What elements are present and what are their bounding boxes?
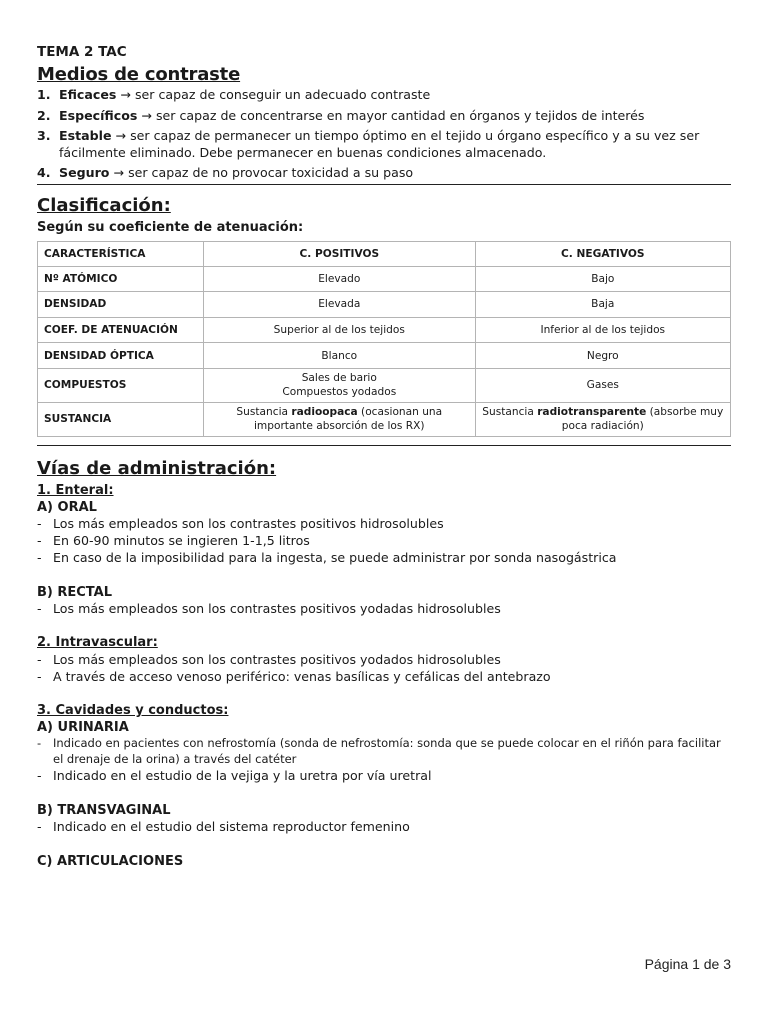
section-subtitle: Según su coeficiente de atenuación: bbox=[37, 219, 304, 235]
cell-bold-text: radiotransparente bbox=[537, 406, 647, 419]
table-cell: Baja bbox=[475, 292, 730, 318]
row-label: DENSIDAD bbox=[38, 292, 204, 318]
cell-bold-text: radioopaca bbox=[291, 406, 358, 419]
list-item bbox=[37, 87, 731, 104]
column-header: CARACTERÍSTICA bbox=[38, 241, 204, 266]
table-cell: Elevada bbox=[204, 292, 476, 318]
item-number: 3. bbox=[37, 128, 51, 143]
section-title-clasificacion: Clasificación: bbox=[37, 194, 171, 216]
item-number: 4. bbox=[37, 165, 51, 180]
subsection-title-cavidades: 3. Cavidades y conductos: bbox=[37, 702, 229, 718]
item-text: ser capaz de no provocar toxicidad a su paso bbox=[128, 165, 414, 180]
table-cell: Negro bbox=[475, 343, 730, 369]
subsection-articulaciones: C) ARTICULACIONES bbox=[37, 853, 184, 869]
table-cell: Gases bbox=[475, 368, 730, 402]
list-item: - En 60-90 minutos se ingieren 1-1,5 litros bbox=[37, 532, 731, 549]
subsection-transvaginal: B) TRANSVAGINAL bbox=[37, 802, 171, 818]
item-text: ser capaz de concentrarse en mayor cantidad en órganos y tejidos de interés bbox=[155, 107, 645, 123]
table-row bbox=[38, 292, 731, 318]
item-term: Específicos bbox=[59, 107, 138, 123]
row-label: DENSIDAD ÓPTICA bbox=[38, 343, 204, 369]
row-label: COMPUESTOS bbox=[38, 368, 204, 402]
item-number: 1. bbox=[37, 87, 51, 102]
section-divider bbox=[37, 184, 731, 185]
table-cell: Bajo bbox=[475, 266, 730, 292]
subsection-urinaria: A) URINARIA bbox=[37, 719, 129, 735]
row-label: SUSTANCIA bbox=[38, 402, 204, 436]
item-text: ser capaz de conseguir un adecuado contraste bbox=[135, 87, 431, 102]
list-item: - Los más empleados son los contrastes positivos yodados hidrosolubles bbox=[37, 651, 731, 668]
cell-text: (absorbe muy poca radiación) bbox=[561, 406, 724, 433]
list-item: - Indicado en pacientes con nefrostomía (sonda de nefrostomía: sonda que se puede colocar en el riñón para facilitar el drenaje de la orina) a través del catéter bbox=[37, 735, 731, 767]
table-cell bbox=[204, 402, 476, 436]
page-number: Página 1 de 3 bbox=[644, 956, 731, 972]
arrow-icon: → bbox=[113, 165, 125, 180]
subsection-rectal: B) RECTAL bbox=[37, 584, 113, 600]
section-divider bbox=[37, 445, 731, 446]
list-item: - A través de acceso venoso periférico: venas basílicas y cefálicas del antebrazo bbox=[37, 668, 731, 685]
properties-list bbox=[37, 87, 731, 182]
table-row bbox=[38, 343, 731, 369]
table-cell bbox=[475, 402, 730, 436]
list-item bbox=[37, 128, 731, 161]
list-item bbox=[37, 108, 731, 125]
subsection-oral: A) ORAL bbox=[37, 499, 97, 515]
table-header-row bbox=[38, 241, 731, 266]
list-item: - Los más empleados son los contrastes positivos yodadas hidrosolubles bbox=[37, 600, 731, 617]
subsection-title-intravascular: 2. Intravascular: bbox=[37, 634, 158, 650]
cell-line: Compuestos yodados bbox=[282, 386, 397, 399]
table-cell: Superior al de los tejidos bbox=[204, 317, 476, 343]
page-title: Medios de contraste bbox=[37, 64, 241, 85]
arrow-icon: → bbox=[115, 128, 127, 143]
table-cell bbox=[204, 368, 476, 402]
document-page bbox=[37, 44, 731, 869]
table-row bbox=[38, 402, 731, 436]
item-term: Estable bbox=[59, 128, 112, 143]
item-number: 2. bbox=[37, 107, 51, 123]
cell-text: Sustancia bbox=[482, 406, 538, 419]
table-row bbox=[38, 368, 731, 402]
rectal-list bbox=[37, 600, 731, 617]
list-item: - Los más empleados son los contrastes positivos hidrosolubles bbox=[37, 515, 731, 532]
item-term: Eficaces bbox=[59, 87, 117, 102]
table-row bbox=[38, 317, 731, 343]
item-text: ser capaz de permanecer un tiempo óptimo en el tejido u órgano específico y a su vez ser fácilmente eliminado. Debe permanecer en buenas condiciones almacenado. bbox=[59, 128, 700, 160]
column-header: C. POSITIVOS bbox=[204, 241, 476, 266]
list-item: - En caso de la imposibilidad para la ingesta, se puede administrar por sonda nasogástrica bbox=[37, 549, 731, 566]
topic-label: TEMA 2 TAC bbox=[37, 44, 127, 60]
item-term: Seguro bbox=[59, 165, 110, 180]
arrow-icon: → bbox=[120, 87, 131, 102]
cell-text: (ocasionan una importante absorción de los RX) bbox=[253, 406, 443, 433]
intravascular-list bbox=[37, 651, 731, 685]
transvaginal-list bbox=[37, 818, 731, 835]
table-cell: Blanco bbox=[204, 343, 476, 369]
cell-line: Sales de bario bbox=[301, 372, 377, 385]
subsection-title-enteral: 1. Enteral: bbox=[37, 482, 114, 498]
list-item: - Indicado en el estudio de la vejiga y la uretra por vía uretral bbox=[37, 767, 731, 784]
arrow-icon: → bbox=[141, 107, 152, 123]
row-label: COEF. DE ATENUACIÓN bbox=[38, 317, 204, 343]
list-item: - Indicado en el estudio del sistema reproductor femenino bbox=[37, 818, 731, 835]
cell-text: Sustancia bbox=[236, 406, 292, 419]
attenuation-table bbox=[37, 241, 731, 437]
oral-list bbox=[37, 515, 731, 566]
table-row bbox=[38, 266, 731, 292]
table-cell: Inferior al de los tejidos bbox=[475, 317, 730, 343]
column-header: C. NEGATIVOS bbox=[475, 241, 730, 266]
table-cell: Elevado bbox=[204, 266, 476, 292]
row-label: Nº ATÓMICO bbox=[38, 266, 204, 292]
section-title-vias: Vías de administración: bbox=[37, 457, 277, 479]
urinaria-list bbox=[37, 735, 731, 784]
list-item bbox=[37, 165, 731, 182]
